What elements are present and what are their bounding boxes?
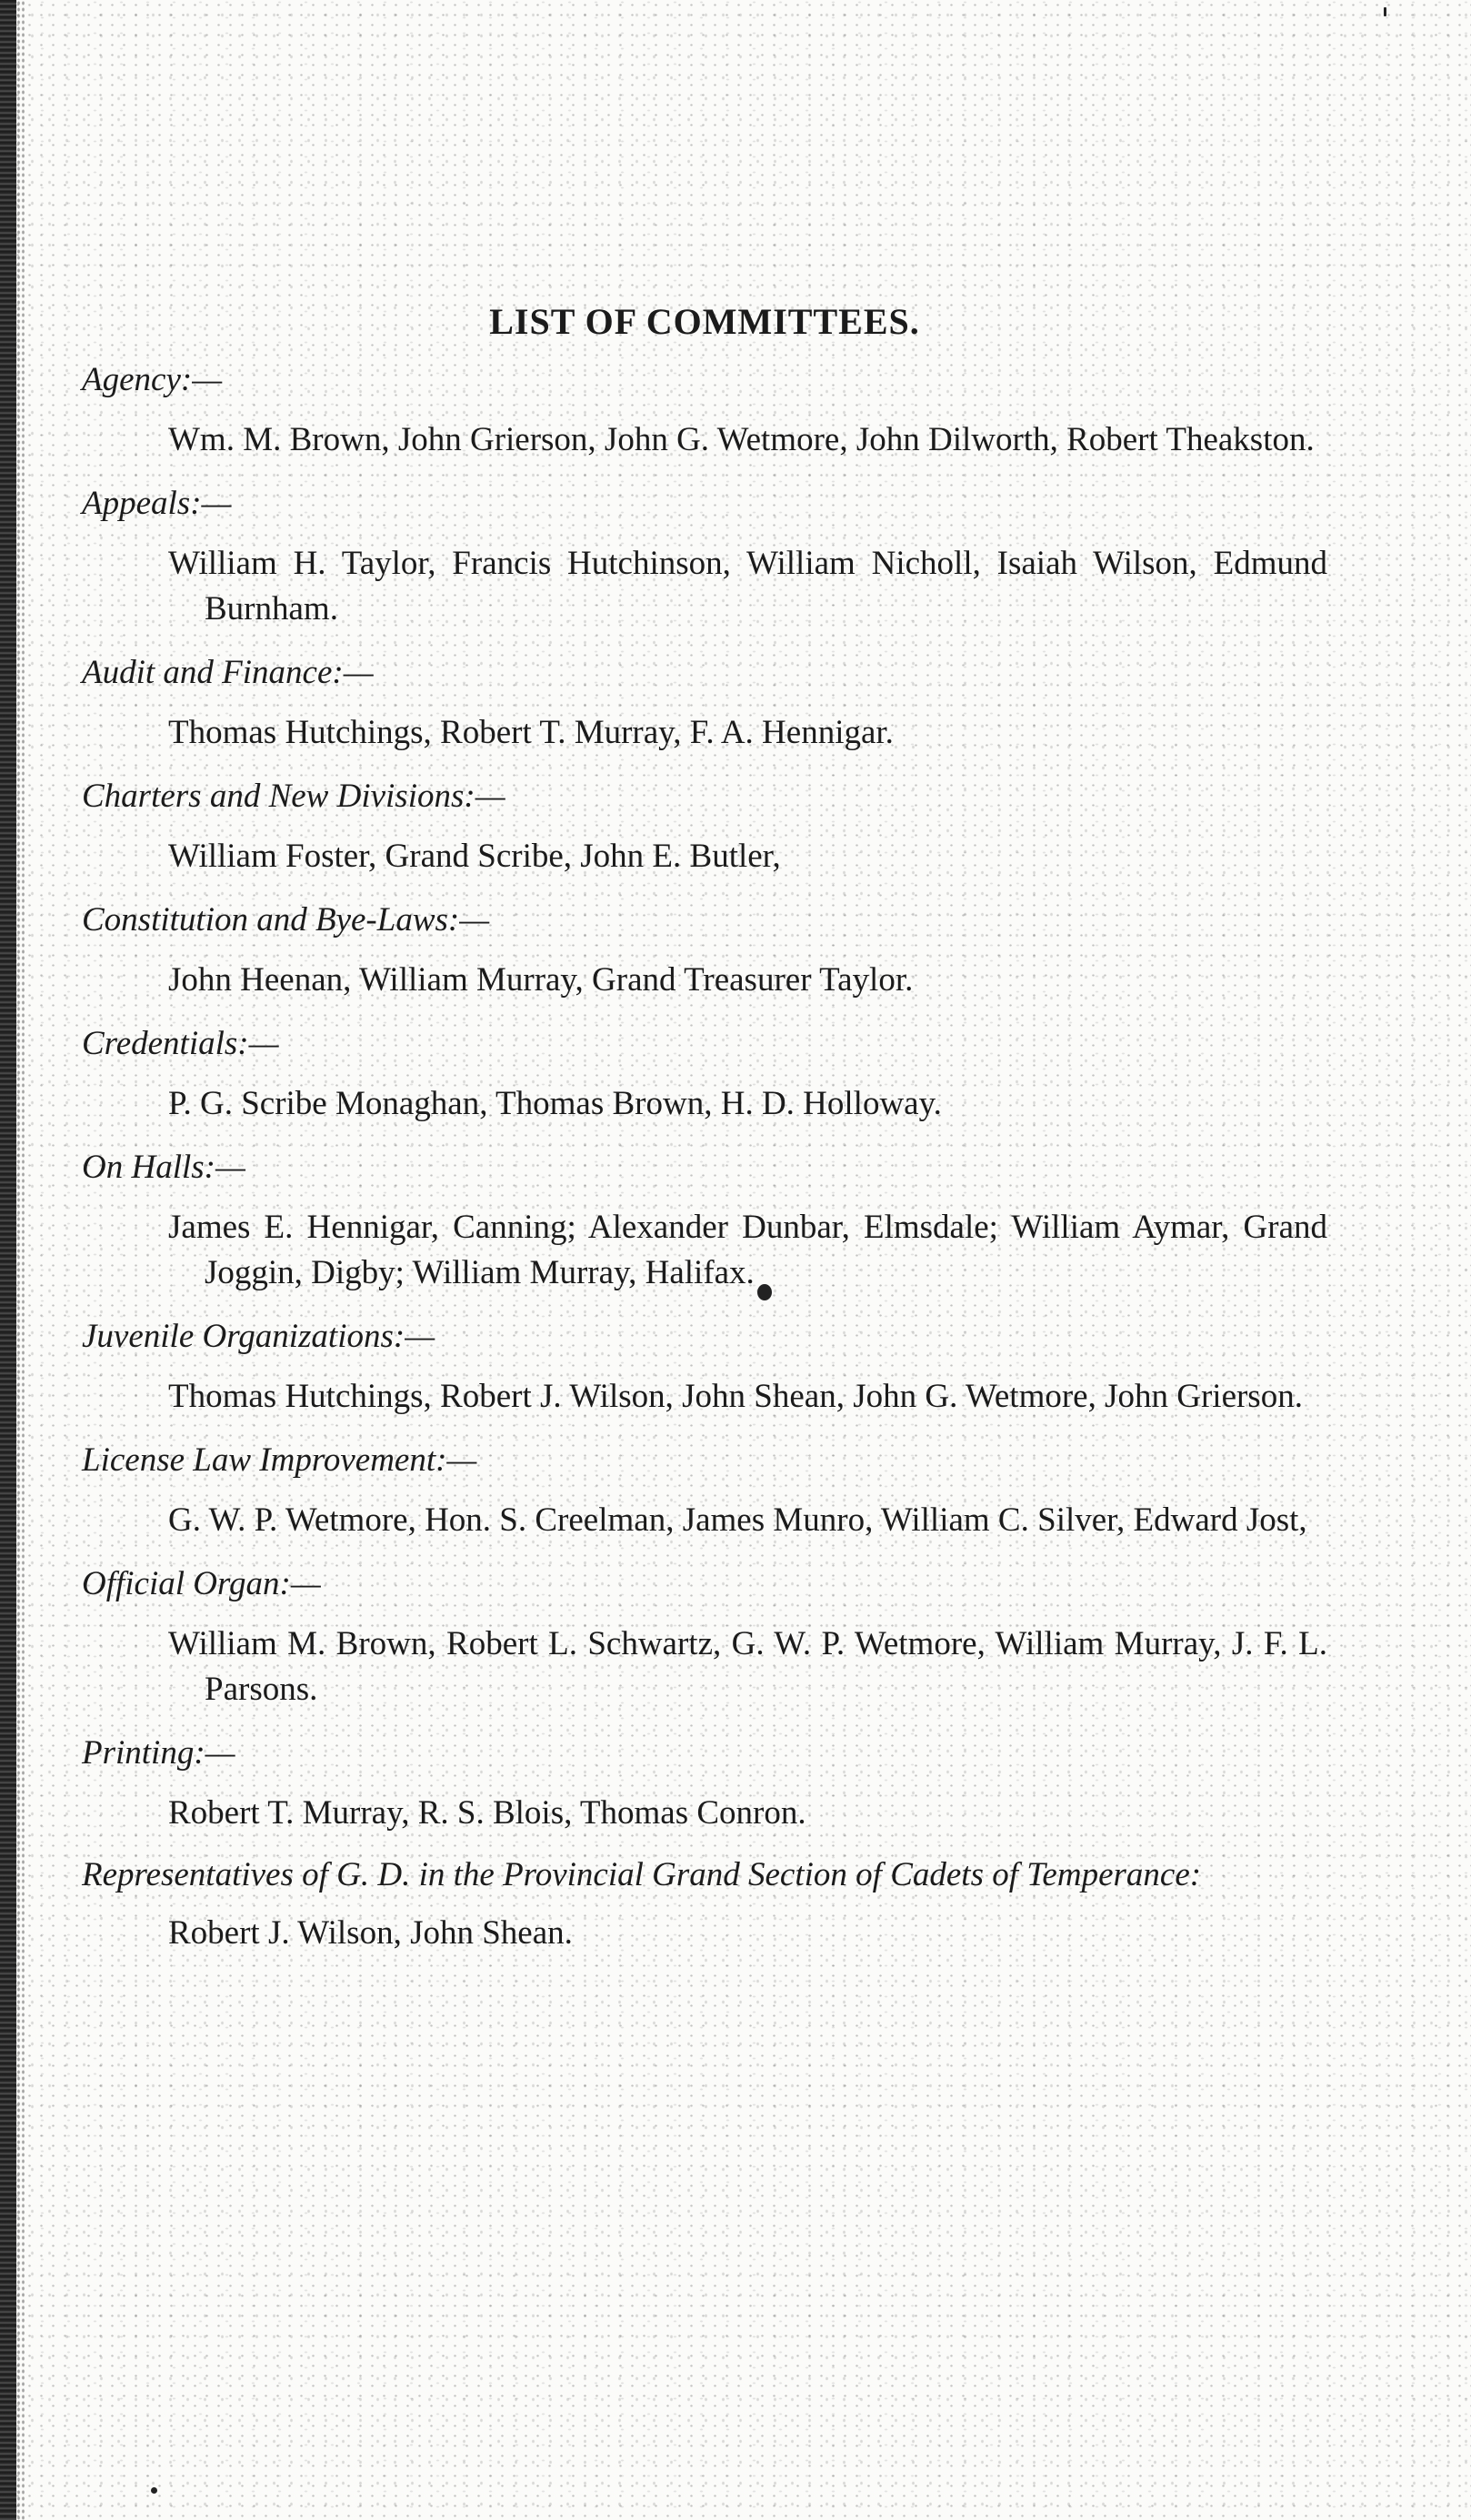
committee-section-representatives	[82, 1852, 1327, 1956]
committee-section-printing	[82, 1729, 1327, 1836]
committee-heading: Representatives of G. D. in the Provincial Grand Section of Cadets of Temperance:	[82, 1856, 1202, 1893]
committee-heading: License Law Improvement:—	[82, 1441, 477, 1479]
committee-section-license-law	[82, 1436, 1327, 1543]
committee-heading: Constitution and Bye-Laws:—	[82, 901, 490, 939]
page-title: LIST OF COMMITTEES.	[489, 301, 920, 342]
committee-section-appeals	[82, 479, 1327, 632]
ink-speck	[1384, 7, 1386, 16]
committee-heading: Printing:—	[82, 1734, 235, 1772]
committee-section-constitution	[82, 896, 1327, 1003]
binding-speckle	[16, 0, 25, 2520]
committee-members: James E. Hennigar, Canning; Alexander Dunbar, Elmsdale; William Aymar, Grand Joggin, Digby; William Murray, Halifax.	[168, 1209, 1327, 1291]
committee-section-credentials	[82, 1019, 1327, 1127]
committee-heading: Credentials:—	[82, 1025, 279, 1062]
committee-section-official-organ	[82, 1560, 1327, 1712]
committee-members: Thomas Hutchings, Robert J. Wilson, John Shean, John G. Wetmore, John Grierson.	[168, 1378, 1303, 1415]
committee-heading: Official Organ:—	[82, 1565, 321, 1602]
ink-speck	[757, 1284, 772, 1300]
committee-section-juvenile	[82, 1312, 1327, 1420]
committee-heading: Charters and New Divisions:—	[82, 778, 505, 815]
committee-members: Robert J. Wilson, John Shean.	[168, 1914, 573, 1952]
committee-heading: Agency:—	[82, 361, 223, 398]
committee-section-charters	[82, 772, 1327, 879]
committee-heading: Audit and Finance:—	[82, 654, 374, 691]
committee-members: Thomas Hutchings, Robert T. Murray, F. A. Hennigar.	[168, 714, 894, 751]
committee-heading: Appeals:—	[82, 485, 232, 522]
committee-section-audit-finance	[82, 648, 1327, 756]
committee-members: John Heenan, William Murray, Grand Treasurer Taylor.	[168, 961, 914, 999]
committee-heading: On Halls:—	[82, 1149, 245, 1186]
committee-members: P. G. Scribe Monaghan, Thomas Brown, H. D. Holloway.	[168, 1085, 942, 1122]
ink-speck	[151, 2487, 157, 2494]
page-binding-edge	[0, 0, 16, 2520]
committee-members: Wm. M. Brown, John Grierson, John G. Wetmore, John Dilworth, Robert Theakston.	[168, 421, 1315, 458]
committee-section-halls	[82, 1143, 1327, 1296]
committee-members: William H. Taylor, Francis Hutchinson, William Nicholl, Isaiah Wilson, Edmund Burnham.	[168, 545, 1327, 627]
committee-members: William M. Brown, Robert L. Schwartz, G. W. P. Wetmore, William Murray, J. F. L. Parsons.	[168, 1625, 1327, 1708]
committee-section-agency	[82, 356, 1327, 463]
committee-heading: Juvenile Organizations:—	[82, 1318, 435, 1355]
committee-members: William Foster, Grand Scribe, John E. Butler,	[168, 838, 781, 875]
committee-list	[82, 300, 1327, 1973]
committee-members: Robert T. Murray, R. S. Blois, Thomas Conron.	[168, 1794, 806, 1832]
committee-members: G. W. P. Wetmore, Hon. S. Creelman, James Munro, William C. Silver, Edward Jost,	[168, 1501, 1307, 1539]
